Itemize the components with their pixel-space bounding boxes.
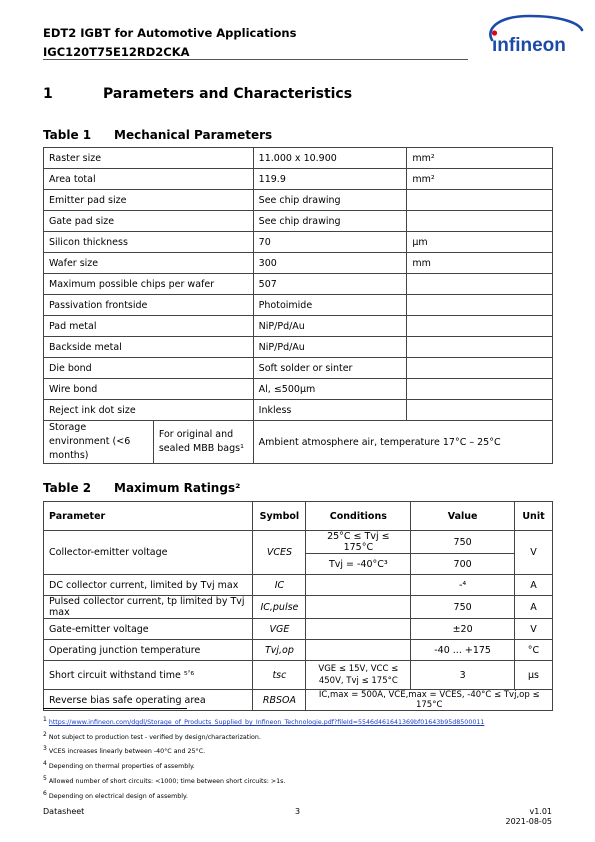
footer-doc-type: Datasheet [43, 807, 85, 816]
table2-number: Table 2 [43, 481, 92, 495]
storage-value: Ambient atmosphere air, temperature 17°C – 25°C [253, 421, 552, 464]
table-row [44, 661, 553, 690]
rbsoa-symbol: RBSOA [262, 694, 296, 706]
unit-cell [407, 379, 553, 400]
header-unit: Unit [514, 502, 552, 531]
param-cell: Area total [44, 169, 254, 190]
table-row [44, 274, 553, 295]
document-title: EDT2 IGBT for Automotive Applications [43, 26, 297, 40]
vces-condition-2: Tvj = -40°C³ [306, 554, 411, 575]
tsc-value: 3 [411, 661, 515, 690]
param-cell: Wafer size [44, 253, 254, 274]
param-cell: Maximum possible chips per wafer [44, 274, 254, 295]
footer-version: v1.01 [529, 807, 552, 816]
table-row [44, 531, 553, 554]
param-cell: Passivation frontside [44, 295, 254, 316]
value-cell: 70 [253, 232, 407, 253]
table2-title: Maximum Ratings² [114, 481, 241, 495]
footer-date: 2021-08-05 [505, 817, 552, 826]
tvj-unit: °C [514, 640, 552, 661]
unit-cell [407, 358, 553, 379]
footnote [43, 731, 261, 742]
table-row [44, 295, 553, 316]
icpulse-param: Pulsed collector current, tp limited by Tvj max [44, 596, 253, 619]
footer-page-number: 3 [295, 807, 301, 816]
footnote-number: 5 [43, 775, 47, 782]
vces-value-1: 750 [411, 531, 515, 554]
header-symbol: Symbol [253, 502, 306, 531]
table-row [44, 619, 553, 640]
table-row [44, 316, 553, 337]
tsc-condition: VGE ≤ 15V, VCC ≤ 450V, Tvj ≤ 175°C [306, 661, 411, 690]
value-cell: See chip drawing [253, 211, 407, 232]
param-cell: Wire bond [44, 379, 254, 400]
footnote-text: Depending on thermal properties of assembly. [48, 763, 195, 771]
maximum-ratings-table [43, 501, 553, 711]
param-cell: Raster size [44, 148, 254, 169]
footnote-number: 4 [43, 760, 47, 767]
value-cell: 119.9 [253, 169, 407, 190]
vces-param: Collector-emitter voltage [44, 531, 253, 575]
table-row [44, 421, 553, 464]
table-row [44, 253, 553, 274]
table-row [44, 148, 553, 169]
unit-cell [407, 337, 553, 358]
param-cell: Emitter pad size [44, 190, 254, 211]
table-row [44, 596, 553, 619]
value-cell: Al, ≤500µm [253, 379, 407, 400]
footnote [43, 716, 484, 727]
ic-value: -⁴ [411, 575, 515, 596]
table-row [44, 640, 553, 661]
infineon-logo [478, 12, 586, 58]
ic-unit: A [514, 575, 552, 596]
section-number: 1 [43, 86, 53, 102]
icpulse-unit: A [514, 596, 552, 619]
unit-cell: µm [407, 232, 553, 253]
footnote-text: Allowed number of short circuits: <1000; time between short circuits: >1s. [48, 778, 286, 786]
unit-cell [407, 211, 553, 232]
storage-param: Storage environment (<6 months) [44, 421, 154, 464]
table-row [44, 358, 553, 379]
vces-condition-1: 25°C ≤ Tvj ≤ 175°C [306, 531, 411, 554]
icpulse-symbol: IC,pulse [260, 601, 299, 613]
tvj-value: -40 ... +175 [411, 640, 515, 661]
table-row [44, 211, 553, 232]
table-row [44, 190, 553, 211]
svg-text:ınfineon: ınfineon [492, 35, 566, 56]
footnote-number: 1 [43, 716, 47, 723]
vge-symbol: VGE [269, 623, 290, 635]
part-number: IGC120T75E12RD2CKA [43, 45, 190, 59]
value-cell: 11.000 x 10.900 [253, 148, 407, 169]
param-cell: Pad metal [44, 316, 254, 337]
vces-unit: V [514, 531, 552, 575]
footnote-text: Depending on electrical design of assembly. [48, 793, 188, 801]
table-row [44, 400, 553, 421]
tvj-param: Operating junction temperature [44, 640, 253, 661]
rbsoa-condition: IC,max = 500A, VCE,max = VCES, -40°C ≤ Tvj,op ≤ 175°C [306, 690, 553, 711]
footnote-divider [43, 708, 187, 709]
value-cell: Photoimide [253, 295, 407, 316]
table-row [44, 169, 553, 190]
vces-symbol: VCES [266, 547, 292, 558]
value-cell: Soft solder or sinter [253, 358, 407, 379]
header-value: Value [411, 502, 515, 531]
vge-param: Gate-emitter voltage [44, 619, 253, 640]
table-row [44, 575, 553, 596]
value-cell: NiP/Pd/Au [253, 316, 407, 337]
footnote-number: 2 [43, 731, 47, 738]
unit-cell [407, 295, 553, 316]
value-cell: 300 [253, 253, 407, 274]
footnote [43, 745, 205, 756]
vces-value-2: 700 [411, 554, 515, 575]
section-title: Parameters and Characteristics [103, 86, 353, 102]
header-divider [43, 59, 468, 60]
rbsoa-param: Reverse bias safe operating area [44, 690, 253, 711]
value-cell: See chip drawing [253, 190, 407, 211]
storage-condition: For original and sealed MBB bags¹ [153, 421, 253, 464]
mechanical-parameters-table [43, 147, 553, 464]
unit-cell [407, 190, 553, 211]
table1-number: Table 1 [43, 128, 92, 142]
tvj-symbol: Tvj,op [264, 644, 294, 656]
table-row [44, 232, 553, 253]
footnote [43, 775, 285, 786]
footnote-number: 3 [43, 745, 47, 752]
unit-cell [407, 274, 553, 295]
footnote-text: Not subject to production test - verified by design/characterization. [48, 734, 261, 742]
param-cell: Reject ink dot size [44, 400, 254, 421]
value-cell: Inkless [253, 400, 407, 421]
value-cell: 507 [253, 274, 407, 295]
vge-unit: V [514, 619, 552, 640]
table-row [44, 379, 553, 400]
ic-symbol: IC [274, 579, 285, 591]
param-cell: Backside metal [44, 337, 254, 358]
unit-cell: mm [407, 253, 553, 274]
unit-cell: mm² [407, 148, 553, 169]
tsc-param: Short circuit withstand time ⁵ʹ⁶ [44, 661, 253, 690]
table-row [44, 337, 553, 358]
ic-param: DC collector current, limited by Tvj max [44, 575, 253, 596]
vge-value: ±20 [411, 619, 515, 640]
table1-title: Mechanical Parameters [114, 128, 273, 142]
footnote-number: 6 [43, 790, 47, 797]
param-cell: Silicon thickness [44, 232, 254, 253]
footnote-link[interactable]: https://www.infineon.com/dgdl/Storage_of_Products_Supplied_by_Infineon_Technologie.pdf?fileId=5546d461641369bf01643b95d8500011 [48, 719, 485, 727]
footnote [43, 760, 195, 771]
unit-cell: mm² [407, 169, 553, 190]
param-cell: Gate pad size [44, 211, 254, 232]
value-cell: NiP/Pd/Au [253, 337, 407, 358]
tsc-unit: µs [514, 661, 552, 690]
icpulse-value: 750 [411, 596, 515, 619]
param-cell: Die bond [44, 358, 254, 379]
unit-cell [407, 316, 553, 337]
footnote-text: VCES increases linearly between -40°C and 25°C. [48, 748, 206, 756]
header-conditions: Conditions [306, 502, 411, 531]
unit-cell [407, 400, 553, 421]
footnote [43, 790, 188, 801]
tsc-symbol: tsc [272, 669, 287, 681]
header-parameter: Parameter [44, 502, 253, 531]
